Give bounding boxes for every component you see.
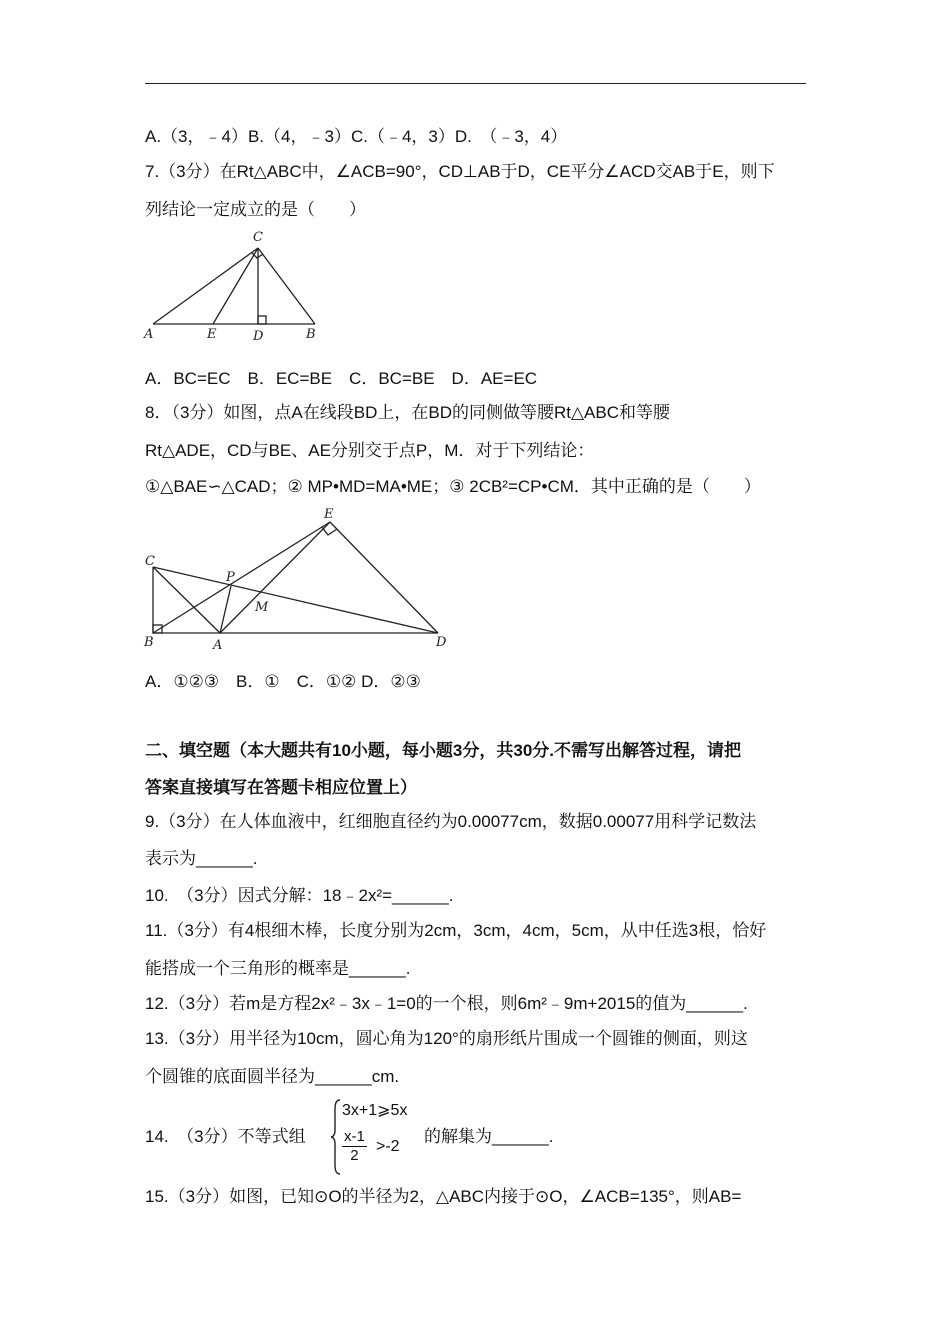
- segment-ap: [220, 586, 231, 633]
- q7-options: A．BC=EC B．EC=BE C．BC=BE D．AE=EC: [145, 369, 538, 388]
- segment-ac: [153, 248, 258, 324]
- header-rule: [145, 83, 806, 84]
- q14-suffix: 的解集为______.: [424, 1127, 554, 1146]
- q10: 10. （3分）因式分解：18﹣2x²=______.: [145, 886, 454, 905]
- segment-ce: [213, 248, 258, 324]
- q15: 15.（3分）如图，已知⊙O的半径为2，△ABC内接于⊙O，∠ACB=135°，则AB=: [145, 1187, 742, 1206]
- label-e: E: [324, 507, 334, 522]
- left-brace: [330, 1098, 342, 1176]
- inequality-1: 3x+1⩾5x: [342, 1102, 408, 1119]
- fraction-denominator: 2: [350, 1147, 359, 1164]
- label-a: A: [213, 638, 223, 653]
- inequality-2-rhs: >-2: [376, 1138, 400, 1155]
- label-b: B: [306, 327, 316, 342]
- q9-line2: 表示为______.: [145, 849, 258, 868]
- label-c: C: [253, 230, 263, 245]
- section2-heading-line2: 答案直接填写在答题卡相应位置上）: [145, 778, 417, 797]
- q13-line2: 个圆锥的底面圆半径为______cm.: [145, 1067, 400, 1086]
- label-d: D: [253, 329, 264, 344]
- q7-figure: [140, 226, 330, 348]
- segment-ed: [330, 522, 438, 633]
- section2-heading-line1: 二、填空题（本大题共有10小题，每小题3分，共30分.不需写出解答过程，请把: [145, 741, 741, 760]
- segment-be: [153, 522, 330, 633]
- label-e: E: [207, 327, 217, 342]
- q8-figure: [140, 504, 460, 654]
- q8-stem-line2: Rt△ADE，CD与BE、AE分别交于点P，M．对于下列结论：: [145, 441, 595, 460]
- inequality-system: [330, 1098, 420, 1176]
- fraction-numerator: x-1: [344, 1128, 365, 1145]
- q8-stem-line1: 8．（3分）如图，点A在线段BD上，在BD的同侧做等腰Rt△ABC和等腰: [145, 403, 671, 422]
- label-p: P: [226, 570, 235, 585]
- label-a: A: [144, 327, 154, 342]
- q7-stem-line2: 列结论一定成立的是（ ）: [145, 200, 366, 219]
- segment-bc: [258, 248, 315, 324]
- q6-options: A.（3，﹣4）B.（4，﹣3）C.（﹣4，3）D. （﹣3，4）: [145, 127, 568, 146]
- q14-prefix: 14. （3分）不等式组: [145, 1127, 306, 1146]
- q11-line2: 能搭成一个三角形的概率是______.: [145, 959, 411, 978]
- label-b: B: [144, 635, 154, 650]
- fraction: [342, 1128, 367, 1165]
- segment-ae: [220, 522, 330, 633]
- q11-line1: 11.（3分）有4根细木棒，长度分别为2cm，3cm，4cm，5cm，从中任选3根，恰好: [145, 921, 767, 940]
- q7-stem-line1: 7.（3分）在Rt△ABC中，∠ACB=90°，CD⊥AB于D，CE平分∠ACD交AB于E，则下: [145, 162, 775, 181]
- q12: 12.（3分）若m是方程2x²﹣3x﹣1=0的一个根，则6m²﹣9m+2015的值为______.: [145, 994, 748, 1013]
- q8-options: A．①②③ B．① C．①② D．②③: [145, 672, 421, 691]
- label-m: M: [255, 600, 269, 615]
- right-angle-mark-d: [258, 316, 266, 324]
- label-d: D: [436, 635, 447, 650]
- q8-stem-line3: ①△BAE∽△CAD；② MP•MD=MA•ME；③ 2CB²=CP•CM．其中正确的是（ ）: [145, 477, 761, 496]
- segment-ca: [153, 567, 220, 633]
- q9-line1: 9.（3分）在人体血液中，红细胞直径约为0.00077cm，数据0.00077用科学记数法: [145, 812, 757, 831]
- label-c: C: [145, 554, 155, 569]
- segment-cd: [153, 567, 438, 633]
- q13-line1: 13.（3分）用半径为10cm，圆心角为120°的扇形纸片围成一个圆锥的侧面，则这: [145, 1029, 748, 1048]
